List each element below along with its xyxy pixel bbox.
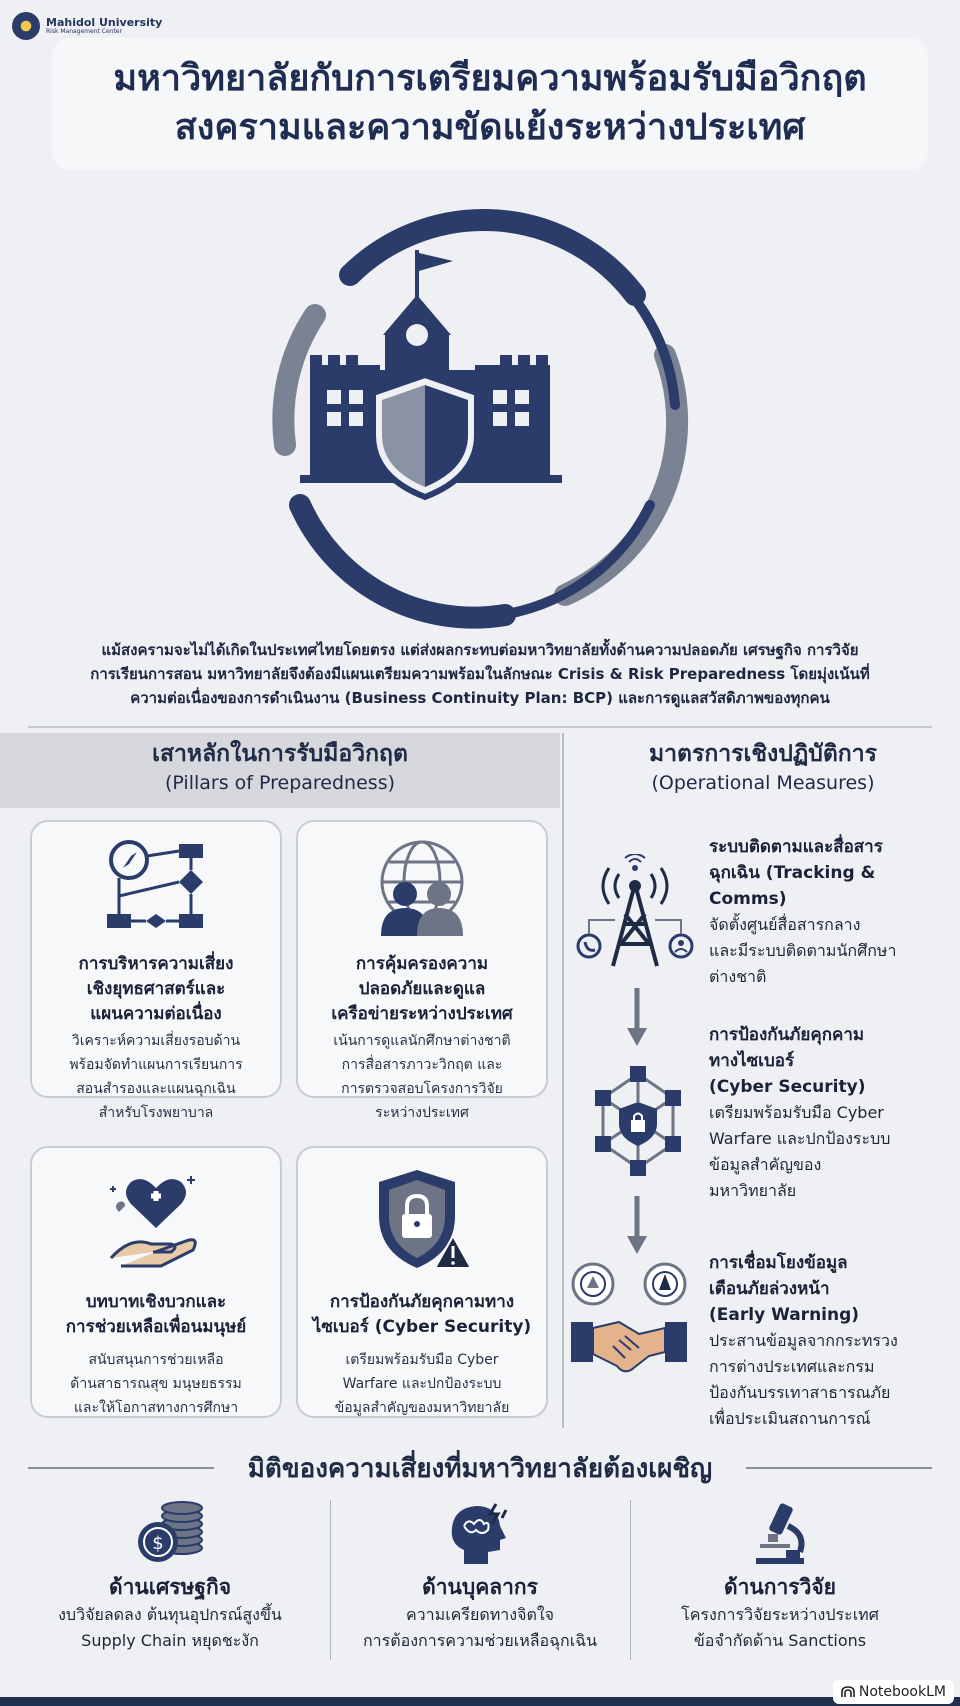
pillar-1-desc-line-4: สำหรับโรงพยาบาล — [98, 1105, 214, 1121]
operations-heading-th: มาตรการเชิงปฏิบัติการ — [648, 741, 878, 767]
intro-line-3: ความต่อเนื่องของการดำเนินงาน (Business Continuity Plan: BCP) และการดูแลสวัสดิภาพของทุกคน — [130, 689, 830, 707]
pillar-2-desc-line-1: เน้นการดูแลนักศึกษาต่างชาติ — [333, 1033, 511, 1049]
pillars-heading-en: (Pillars of Preparedness) — [164, 772, 396, 794]
dimension-2-name: ด้านบุคลากร — [422, 1575, 538, 1599]
pillar-1-title-line-2: เชิงยุทธศาสตร์และ — [86, 979, 226, 999]
intro-line-2: การเรียนการสอน มหาวิทยาลัยจึงต้องมีแผนเตรียมความพร้อมในลักษณะ Crisis & Risk Preparedness โดยมุ่งเน้นที่ — [90, 665, 870, 683]
radio-tower-icon — [575, 854, 695, 974]
operation-1-title-line-2: ฉุกเฉิน (Tracking & — [709, 863, 876, 883]
pillar-3-desc-line-1: สนับสนุนการช่วยเหลือ — [88, 1352, 224, 1368]
pillar-card-cyber-security — [296, 1146, 548, 1418]
operation-3-desc-line-2: การต่างประเทศและกรม — [709, 1357, 875, 1376]
pillar-2-desc-line-2: การสื่อสารภาวะวิกฤต และ — [341, 1057, 503, 1073]
operation-cyber-security — [575, 1022, 950, 1222]
pillar-2-title-line-2: ปลอดภัยและดูแล — [358, 979, 486, 999]
operation-1-title-line-1: ระบบติดตามและสื่อสาร — [709, 837, 883, 857]
dimension-research — [620, 1500, 940, 1654]
dimension-2-desc-line-2: การต้องการความช่วยเหลือฉุกเฉิน — [362, 1631, 598, 1650]
column-divider — [562, 733, 564, 1428]
pillar-1-desc-line-3: สอนสำรองและแผนฉุกเฉิน — [76, 1081, 236, 1097]
pillar-3-title-line-1: บทบาทเชิงบวกและ — [85, 1292, 227, 1312]
pillar-3-desc-line-3: และให้โอกาสทางการศึกษา — [73, 1400, 239, 1416]
pillar-1-title-line-1: การบริหารความเสี่ยง — [78, 954, 234, 974]
operation-2-title-line-3: (Cyber Security) — [709, 1077, 866, 1097]
dimension-1-desc-line-2: Supply Chain หยุดชะงัก — [81, 1631, 259, 1650]
dimension-2-desc-line-1: ความเครียดทางจิตใจ — [405, 1605, 555, 1624]
intro-paragraph — [40, 638, 920, 710]
divider — [28, 726, 932, 728]
operation-3-title-line-1: การเชื่อมโยงข้อมูล — [709, 1253, 848, 1273]
dimensions-heading: มิติของความเสี่ยงที่มหาวิทยาลัยต้องเผชิญ — [247, 1454, 713, 1484]
pillars-heading — [0, 733, 560, 808]
intro-line-1: แม้สงครามจะไม่ได้เกิดในประเทศไทยโดยตรง แต่ส่งผลกระทบต่อมหาวิทยาลัยทั้งด้านความปลอดภัย เศรษฐกิจ การวิจัย — [101, 641, 859, 659]
pillar-card-risk-management — [30, 820, 282, 1121]
footer-bar — [0, 1697, 960, 1706]
arrow-down-icon — [624, 1196, 650, 1256]
notebooklm-logo-icon — [841, 1686, 855, 1698]
operation-3-desc-line-3: ป้องกันบรรเทาสาธารณภัย — [709, 1383, 891, 1402]
handshake-seals-icon — [569, 1260, 693, 1378]
network-shield-icon — [583, 1062, 693, 1180]
operation-1-desc-line-2: และมีระบบติดตามนักศึกษา — [709, 941, 897, 960]
operations-heading-en: (Operational Measures) — [651, 772, 875, 794]
pillar-4-desc-line-1: เตรียมพร้อมรับมือ Cyber — [345, 1352, 499, 1368]
dimension-3-desc-line-2: ข้อจำกัดด้าน Sanctions — [693, 1631, 867, 1650]
pillar-2-title-line-1: การคุ้มครองความ — [355, 954, 489, 974]
operation-1-desc-line-1: จัดตั้งศูนย์สื่อสารกลาง — [709, 915, 861, 934]
hand-heart-icon — [101, 1166, 211, 1274]
pillar-4-desc-line-2: Warfare และปกป้องระบบ — [342, 1376, 502, 1392]
operation-3-title-line-2: เตือนภัยล่วงหน้า — [709, 1279, 830, 1299]
notebooklm-badge[interactable] — [833, 1680, 954, 1704]
operations-heading — [566, 733, 960, 808]
notebooklm-label: NotebookLM — [858, 1684, 946, 1700]
operation-2-title-line-2: ทางไซเบอร์ — [709, 1051, 795, 1071]
dimension-3-name: ด้านการวิจัย — [724, 1575, 836, 1599]
dimension-economic — [10, 1500, 330, 1654]
pillar-1-title-line-3: แผนความต่อเนื่อง — [90, 1004, 222, 1024]
pillars-heading-th: เสาหลักในการรับมือวิกฤต — [152, 741, 408, 767]
university-seal-icon — [12, 12, 40, 40]
university-logo — [12, 12, 162, 40]
pillar-1-desc-line-2: พร้อมจัดทำแผนการเรียนการ — [69, 1057, 243, 1073]
operation-3-desc-line-1: ประสานข้อมูลจากกระทรวง — [709, 1331, 898, 1350]
pillar-2-desc-line-3: การตรวจสอบโครงการวิจัย — [341, 1081, 503, 1097]
pillar-3-title-line-2: การช่วยเหลือเพื่อนมนุษย์ — [65, 1317, 247, 1337]
pillar-2-desc-line-4: ระหว่างประเทศ — [375, 1105, 469, 1121]
operation-2-desc-line-4: มหาวิทยาลัย — [709, 1181, 797, 1200]
operation-2-desc-line-1: เตรียมพร้อมรับมือ Cyber — [709, 1103, 884, 1122]
operation-3-desc-line-4: เพื่อประเมินสถานการณ์ — [709, 1409, 871, 1428]
page-title-line-1: มหาวิทยาลัยกับการเตรียมความพร้อมรับมือวิกฤต — [113, 58, 867, 100]
svg-text:$: $ — [152, 1533, 164, 1554]
university-shield-hero-icon — [255, 205, 705, 635]
operation-1-title-line-3: Comms) — [709, 889, 787, 909]
page-title-line-2: สงครามและความขัดแย้งระหว่างประเทศ — [174, 107, 806, 148]
brand-name: Mahidol University — [46, 15, 163, 29]
shield-lock-icon — [367, 1166, 477, 1274]
dimension-3-desc-line-1: โครงการวิจัยระหว่างประเทศ — [681, 1605, 879, 1624]
dimension-1-desc-line-1: งบวิจัยลดลง ต้นทุนอุปกรณ์สูงขึ้น — [58, 1605, 282, 1624]
operation-1-desc-line-3: ต่างชาติ — [709, 967, 767, 986]
pillar-3-desc-line-2: ด้านสาธารณสุข มนุษยธรรม — [70, 1376, 242, 1392]
pillar-card-humanitarian — [30, 1146, 282, 1418]
pillar-4-title-line-2: ไซเบอร์ (Cyber Security) — [312, 1317, 532, 1337]
brand-sub: Risk Management Center — [46, 27, 122, 35]
pillar-4-title-line-1: การป้องกันภัยคุกคามทาง — [329, 1292, 515, 1312]
stressed-head-icon — [444, 1500, 516, 1566]
dimension-1-name: ด้านเศรษฐกิจ — [108, 1575, 232, 1599]
dimension-personnel — [320, 1500, 640, 1654]
pillar-2-title-line-3: เครือข่ายระหว่างประเทศ — [331, 1004, 513, 1024]
title-box — [52, 38, 928, 170]
operation-early-warning — [575, 1250, 950, 1450]
microscope-icon — [744, 1500, 816, 1566]
coins-icon — [134, 1500, 206, 1566]
pillar-4-desc-line-3: ข้อมูลสำคัญของมหาวิทยาลัย — [334, 1400, 510, 1416]
compass-flowchart-icon — [101, 836, 211, 944]
operation-tracking-comms — [575, 834, 950, 1004]
pillar-1-desc-line-1: วิเคราะห์ความเสี่ยงรอบด้าน — [71, 1033, 241, 1049]
operation-2-title-line-1: การป้องกันภัยคุกคาม — [709, 1025, 865, 1045]
operation-2-desc-line-3: ข้อมูลสำคัญของ — [709, 1155, 822, 1174]
operation-2-desc-line-2: Warfare และปกป้องระบบ — [709, 1129, 891, 1148]
pillar-card-safety-network — [296, 820, 548, 1121]
operation-3-title-line-3: (Early Warning) — [709, 1305, 860, 1325]
globe-people-icon — [367, 836, 477, 944]
